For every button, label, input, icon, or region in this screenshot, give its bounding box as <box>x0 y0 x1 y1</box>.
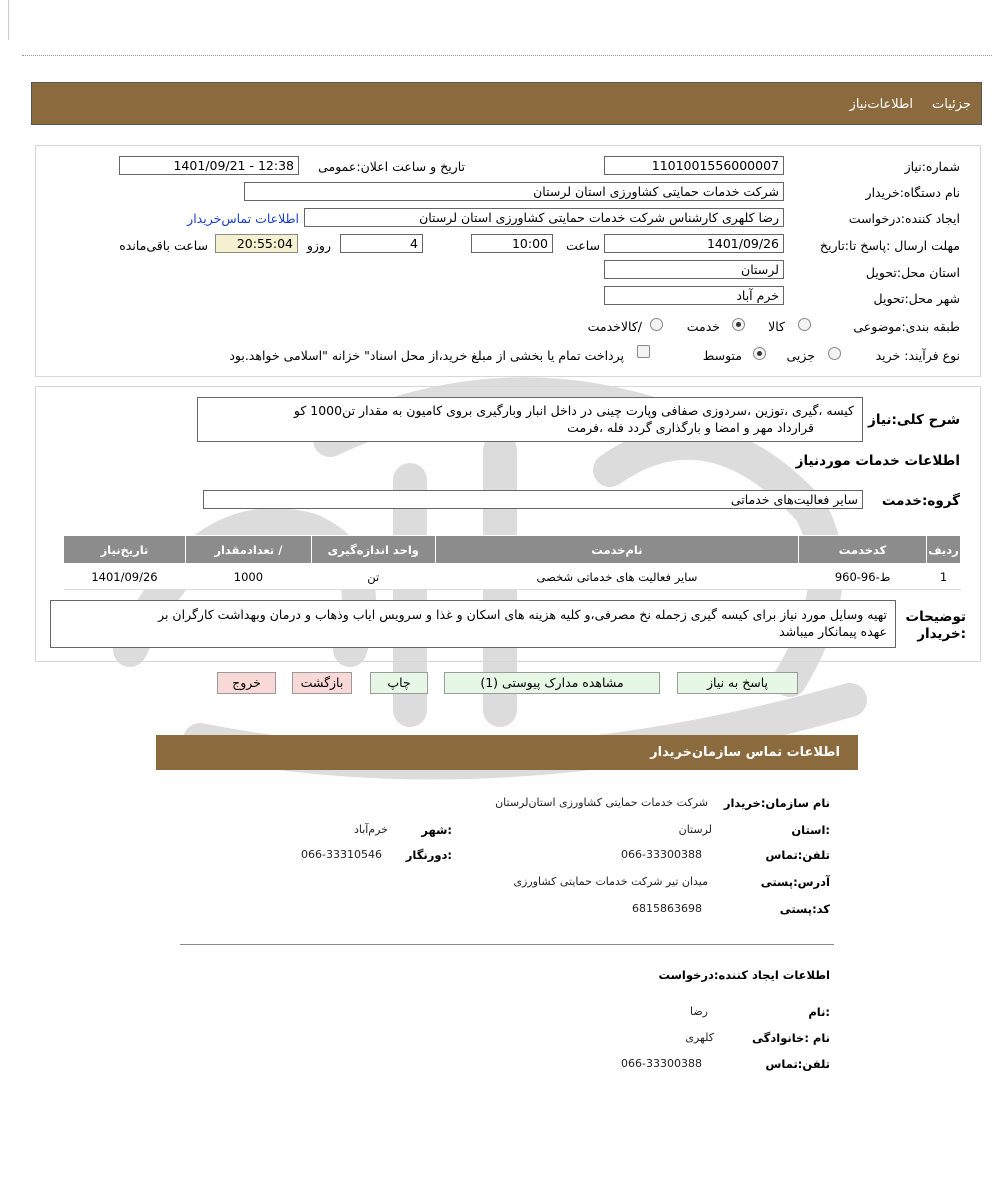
deadline-time-label: ساعت <box>565 238 600 253</box>
col-quantity: / تعدادمقدار <box>185 536 311 564</box>
buyer-org-field: شرکت خدمات حمایتی کشاورزی استان لرستان <box>244 182 784 201</box>
cell-need-date: 1401/09/26 <box>64 564 186 590</box>
contact-phone-label: تلفن:تماس <box>765 848 830 862</box>
col-service-code: کدخدمت <box>799 536 927 564</box>
cell-row-number: 1 <box>927 564 961 590</box>
back-button[interactable]: بازگشت <box>292 672 352 694</box>
buyer-org-label: نام دستگاه:خریدار <box>865 185 960 200</box>
contact-fax-value: 066-33310546 <box>301 848 382 861</box>
col-unit: واحد اندازه‌گیری <box>311 536 435 564</box>
exit-button[interactable]: خروج <box>217 672 276 694</box>
city-field: خرم آباد <box>604 286 784 305</box>
page-edge-line <box>8 0 9 40</box>
days-remaining-field: 4 <box>340 234 423 253</box>
col-row-number: ردیف <box>927 536 961 564</box>
contact-phone-value: 066-33300388 <box>621 848 702 861</box>
category-service-text: خدمت <box>686 319 720 334</box>
summary-label: شرح کلی:نیاز <box>868 412 960 428</box>
summary-line-2: قرارداد مهر و امضا و بارگذاری گردد فله ،فرمت <box>567 420 814 435</box>
attachments-button[interactable]: مشاهده مدارک پیوستی (1) <box>444 672 660 694</box>
summary-line-1: کیسه ،گیری ،توزین ،سردوزی صفافی وپارت چینی در داخل انبار وبارگیری بروی کامیون به مقدار تن1000 کو <box>293 403 854 418</box>
contact-postal-label: کد:پستی <box>779 902 830 916</box>
creator-phone-label: تلفن:تماس <box>765 1057 830 1071</box>
contact-city-label: :شهر <box>421 823 452 837</box>
creator-name-label: :نام <box>808 1005 830 1019</box>
contact-city-value: خرم‌آباد <box>353 823 388 836</box>
col-need-date: تاریخ‌نیاز <box>64 536 186 564</box>
contact-address-value: میدان تیر شرکت خدمات حمایتی کشاورزی <box>513 875 708 888</box>
table-header-row <box>64 536 961 564</box>
summary-box <box>197 397 863 442</box>
process-medium-text: متوسط <box>702 348 742 363</box>
service-group-field: سایر فعالیت‌های خدماتی <box>203 490 863 509</box>
contact-address-label: آدرس:پستی <box>760 875 830 889</box>
process-minor-radio[interactable] <box>828 347 841 360</box>
buyer-notes-label-2: :خریدار <box>917 626 966 642</box>
creator-info-title: اطلاعات ایجاد کننده:درخواست <box>658 968 830 982</box>
tab-need-info[interactable]: اطلاعات‌نیاز <box>849 97 913 112</box>
table-row <box>64 564 961 590</box>
creator-family-value: کلهری <box>685 1031 714 1044</box>
cell-unit: تن <box>311 564 435 590</box>
need-number-field: 1101001556000007 <box>604 156 784 175</box>
service-group-label: گروه:خدمت <box>881 493 960 509</box>
col-service-name: نام‌خدمت <box>435 536 798 564</box>
category-goods-service-text: /کالاخدمت <box>587 319 642 334</box>
remaining-time-field: 20:55:04 <box>215 234 298 253</box>
contact-province-value: لرستان <box>678 823 712 836</box>
treasury-payment-checkbox[interactable] <box>637 345 650 358</box>
buyer-notes-box <box>50 600 896 648</box>
buyer-contact-link[interactable]: اطلاعات تماس‌خریدار <box>187 211 299 226</box>
contact-postal-value: 6815863698 <box>632 902 702 915</box>
print-button[interactable]: چاپ <box>370 672 428 694</box>
creator-name-value: رضا <box>689 1005 708 1018</box>
top-divider <box>22 55 992 56</box>
tab-details[interactable]: جزئیات <box>932 97 971 112</box>
contact-province-label: :استان <box>791 823 830 837</box>
treasury-payment-text: پرداخت تمام یا بخشی از مبلغ خرید،از محل اسناد" خزانه "اسلامی خواهد.بود <box>229 348 624 363</box>
creator-label: ایجاد کننده:درخواست <box>848 211 960 226</box>
process-minor-text: جزیی <box>786 348 815 363</box>
services-table <box>63 535 961 590</box>
deadline-label: مهلت ارسال :پاسخ تا:تاریخ <box>819 238 960 253</box>
category-label: طبقه بندی:موضوعی <box>853 319 960 334</box>
details-header-bar <box>31 82 982 125</box>
announce-date-field: 1401/09/21 - 12:38 <box>119 156 299 175</box>
need-info-panel <box>35 145 981 377</box>
deadline-time-field: 10:00 <box>471 234 553 253</box>
province-field: لرستان <box>604 260 784 279</box>
buyer-notes-line-2: عهده پیمانکار میباشد <box>779 624 887 639</box>
days-label: روزو <box>306 238 331 253</box>
services-title: اطلاعات خدمات موردنیاز <box>795 453 960 469</box>
creator-family-label: نام :خانوادگی <box>752 1031 830 1045</box>
process-medium-radio[interactable] <box>753 347 766 360</box>
contact-divider <box>180 944 834 945</box>
creator-field: رضا کلهری کارشناس شرکت خدمات حمایتی کشاورزی استان لرستان <box>304 208 784 227</box>
city-label: شهر محل:تحویل <box>873 291 960 306</box>
announce-date-label: تاریخ و ساعت اعلان:عمومی <box>318 159 465 174</box>
category-goods-text: کالا <box>768 319 785 334</box>
org-name-value: شرکت خدمات حمایتی کشاورزی استان‌لرستان <box>495 796 708 809</box>
province-label: استان محل:تحویل <box>865 265 960 280</box>
buyer-notes-label: توضیحات <box>905 609 966 625</box>
category-service-radio[interactable] <box>732 318 745 331</box>
cell-service-code: ط-96-960 <box>799 564 927 590</box>
buyer-contact-title: اطلاعات تماس سازمان‌خریدار <box>650 745 840 760</box>
process-type-label: نوع فرآیند: خرید <box>875 348 960 363</box>
creator-phone-value: 066-33300388 <box>621 1057 702 1070</box>
cell-quantity: 1000 <box>185 564 311 590</box>
remaining-time-label: ساعت باقی‌مانده <box>119 238 208 253</box>
category-goods-service-radio[interactable] <box>650 318 663 331</box>
need-number-label: شماره:نیاز <box>904 159 960 174</box>
buyer-notes-line-1: تهیه وسایل مورد نیاز برای کیسه گیری زجمله نخ مصرفی،و کلیه هزینه های اسکان و غذا و سرویس ایاب وذهاب و درمان وبهداشت کارگران بر <box>158 607 887 622</box>
reply-button[interactable]: پاسخ به نیاز <box>677 672 798 694</box>
cell-service-name: سایر فعالیت های خدماتی شخصی <box>435 564 798 590</box>
org-name-label: نام سازمان:خریدار <box>723 796 830 810</box>
deadline-date-field: 1401/09/26 <box>604 234 784 253</box>
category-goods-radio[interactable] <box>798 318 811 331</box>
buyer-contact-header-bar <box>156 735 858 770</box>
contact-fax-label: :دورنگار <box>405 848 452 862</box>
